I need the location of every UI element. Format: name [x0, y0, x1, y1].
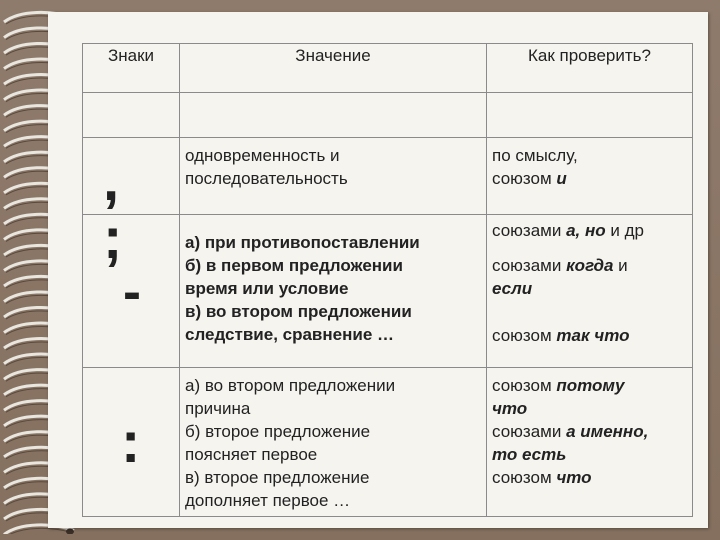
meaning-line: поясняет первое [185, 445, 318, 464]
check-line: союзами когда и [492, 256, 628, 275]
meaning-line: а) во втором предложении [185, 376, 396, 395]
check-line: союзом потому [492, 376, 625, 395]
check-line: если [492, 279, 533, 298]
sign-dash: - [123, 262, 141, 322]
table-row [83, 215, 693, 368]
sign-comma-semicolon: , ; [103, 148, 133, 271]
sign-colon: : [121, 410, 141, 475]
meaning-cell [180, 215, 487, 368]
check-line: союзом так что [492, 326, 630, 345]
meaning-line: следствие, сравнение … [185, 325, 394, 344]
check-cell [487, 138, 693, 215]
header-check: Как проверить? [487, 44, 693, 93]
check-line: союзами а именно, [492, 422, 649, 441]
meaning-line: а) при противопоставлении [185, 233, 420, 252]
check-line: союзом что [492, 468, 592, 487]
check-line: союзом и [492, 169, 567, 188]
meaning-line: причина [185, 399, 251, 418]
check-line: то есть [492, 445, 567, 464]
check-cell [487, 215, 693, 368]
meaning-cell [180, 368, 487, 517]
sign-cell [83, 215, 180, 368]
table-row [83, 368, 693, 517]
table-header-row [83, 44, 693, 93]
punctuation-table [82, 43, 693, 517]
check-line: по смыслу, [492, 146, 578, 165]
meaning-cell [180, 138, 487, 215]
meaning-line: последовательность [185, 169, 348, 188]
sign-cell [83, 138, 180, 271]
meaning-line: в) во втором предложении [185, 302, 412, 321]
check-line: союзами а, но и др [492, 221, 644, 240]
table-row [83, 138, 693, 215]
header-signs: Знаки [83, 44, 180, 93]
check-cell [487, 368, 693, 517]
meaning-line: время или условие [185, 279, 349, 298]
check-line: что [492, 399, 528, 418]
meaning-line: в) второе предложение [185, 468, 370, 487]
meaning-line: дополняет первое … [185, 491, 351, 510]
meaning-line: б) в первом предложении [185, 256, 403, 275]
header-meaning: Значение [180, 44, 487, 93]
meaning-line: одновременность и [185, 146, 340, 165]
sign-cell [83, 368, 180, 517]
meaning-line: б) второе предложение [185, 422, 371, 441]
table-row-empty [83, 93, 693, 138]
